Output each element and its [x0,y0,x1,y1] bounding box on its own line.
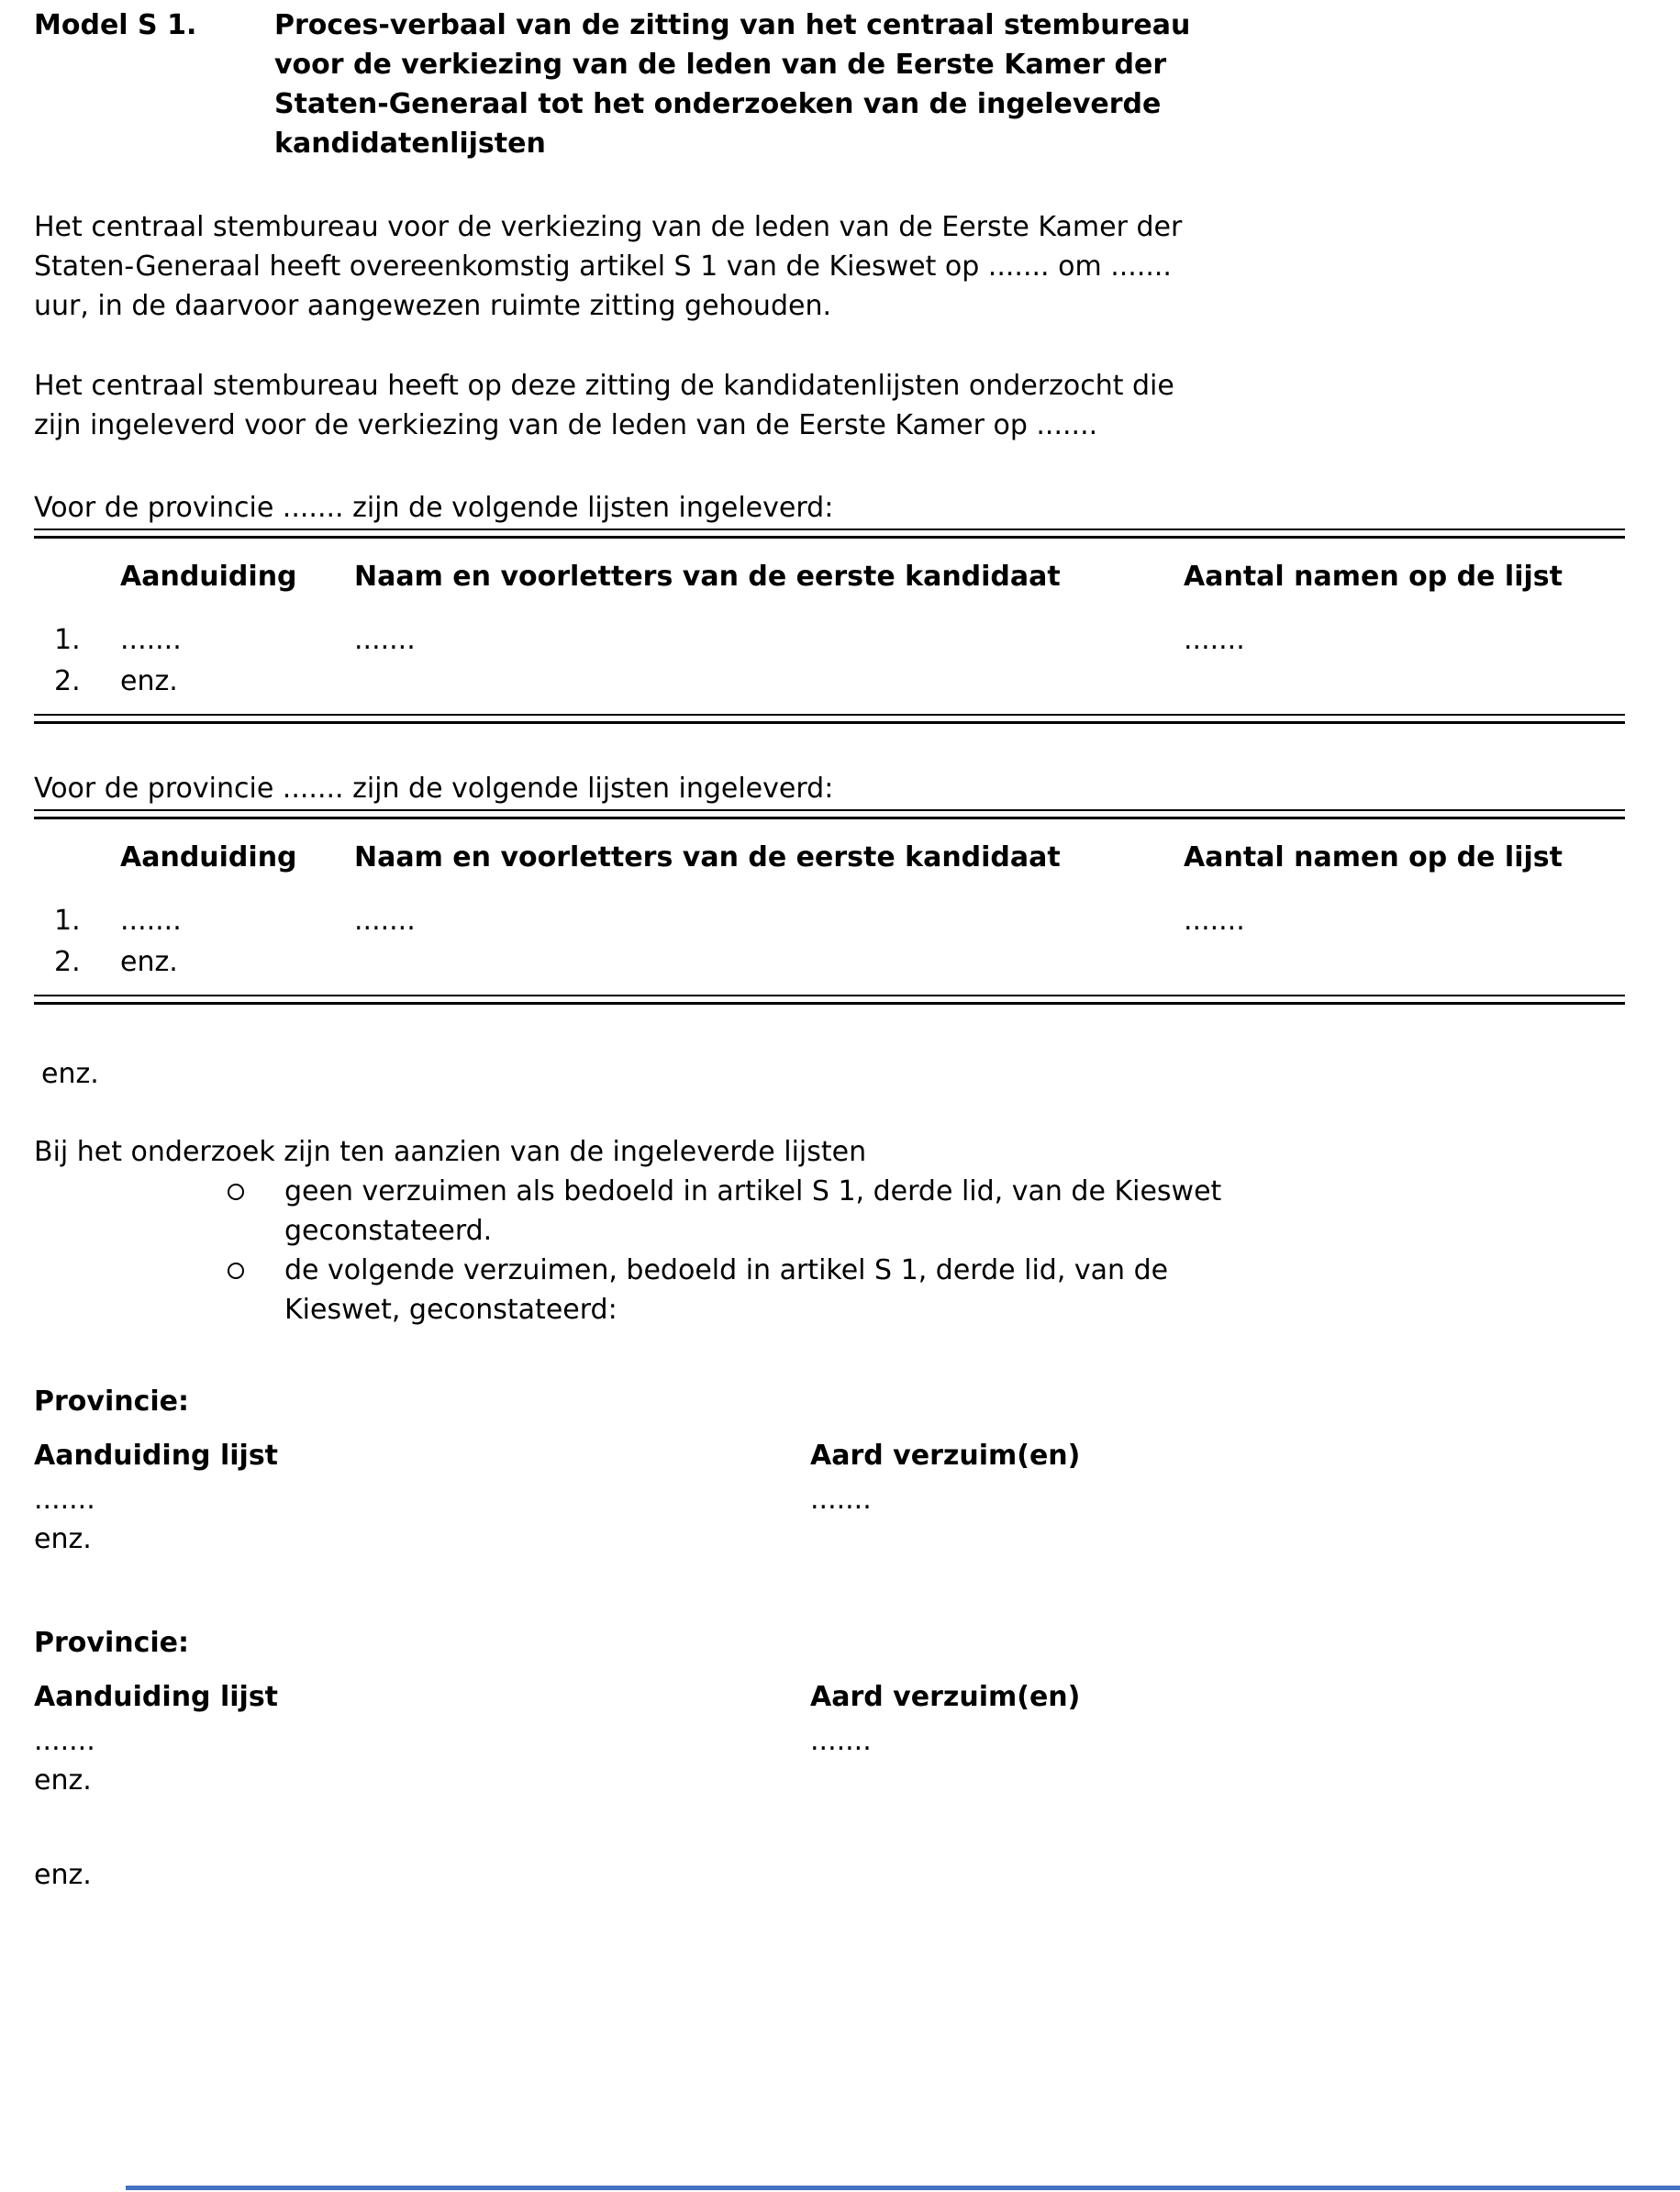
column-header-aard-verzuim: Aard verzuim(en) [810,1440,1081,1472]
table-cell-aanduiding: enz. [120,665,178,697]
row-number: 1. [54,624,81,656]
province-list-section-2 [34,772,1625,1005]
section-divider [34,529,1625,539]
document-title [274,6,1625,163]
table-cell-aantal [1184,662,1625,701]
column-header-aantal: Aantal namen op de lijst [1184,841,1563,873]
review-option-text [284,1172,1221,1251]
model-label: Model S 1. [34,9,197,41]
bullet-circle-icon [228,1184,244,1200]
column-header-aanduiding: Aanduiding [120,561,297,593]
row-number: 2. [54,946,81,978]
table-bottom-divider [34,714,1625,724]
table-row [34,620,1625,660]
column-header-aantal: Aantal namen op de lijst [1184,561,1563,593]
table-cell-aanduiding: enz. [120,946,178,978]
option-line: de volgende verzuimen, bedoeld in artikel S 1, derde lid, van de [284,1254,1169,1286]
province-column-headers [34,1436,1625,1475]
province-title: Provincie: [34,1385,189,1418]
paragraph-line: Staten-Generaal heeft overeenkomstig artikel S 1 van de Kieswet op ....... om ....... [34,250,1172,283]
review-option-1 [34,1172,1625,1251]
section-divider [34,809,1625,819]
province-verzuim-block-2 [34,1623,1625,1800]
placeholder-dots: ....... [810,1725,872,1757]
section-heading: Voor de provincie ....... zijn de volgende lijsten ingeleverd: [34,773,834,805]
etc-label: enz. [34,1523,92,1555]
province-list-section-1 [34,491,1625,724]
table-cell-naam [354,662,1184,701]
table-header-spacer [34,838,120,877]
placeholder-dots: ....... [34,1725,95,1757]
document-title-line: voor de verkiezing van de leden van de Eerste Kamer der [274,49,1167,81]
column-header-aard-verzuim: Aard verzuim(en) [810,1681,1081,1713]
document-title-line: Proces-verbaal van de zitting van het centraal stembureau [274,9,1191,41]
table-row [34,662,1625,701]
etc-label: enz. [41,1058,99,1090]
table-cell-aantal: ....... [1184,624,1245,656]
paragraph-line: uur, in de daarvoor aangewezen ruimte zitting gehouden. [34,290,831,322]
column-header-aanduiding: Aanduiding [120,841,297,873]
option-line: geconstateerd. [284,1215,493,1247]
table-row [34,901,1625,940]
table-cell-aanduiding: ....... [120,624,182,656]
document-content [34,6,1625,1895]
row-number: 1. [54,905,81,937]
table-cell-aanduiding: ....... [120,905,182,937]
etc-label: enz. [34,1764,92,1797]
table-row [34,942,1625,982]
table-cell-naam: ....... [354,905,416,937]
column-header-naam: Naam en voorletters van de eerste kandidaat [354,841,1061,873]
column-header-aanduiding-lijst: Aanduiding lijst [34,1681,279,1713]
table-cell-naam [354,942,1184,982]
intro-paragraph [34,207,1625,326]
table-cell-aantal [1184,942,1625,982]
placeholder-dots: ....... [810,1484,872,1516]
option-line: Kieswet, geconstateerd: [284,1294,617,1326]
review-block [34,1132,1625,1330]
column-header-naam: Naam en voorletters van de eerste kandidaat [354,561,1061,593]
table-header-row [34,838,1625,877]
table-header-row [34,557,1625,596]
review-option-2 [34,1251,1625,1330]
document-title-line: Staten-Generaal tot het onderzoeken van de ingeleverde [274,88,1162,120]
document-header [34,6,1625,163]
row-number: 2. [54,665,81,697]
province-verzuim-block-1 [34,1382,1625,1559]
table-header-spacer [34,557,120,596]
province-placeholder-row [34,1480,1625,1519]
placeholder-dots: ....... [34,1484,95,1516]
column-header-aanduiding-lijst: Aanduiding lijst [34,1440,279,1472]
province-placeholder-row [34,1721,1625,1761]
province-title: Provincie: [34,1627,189,1659]
table-cell-aantal: ....... [1184,905,1245,937]
table-cell-naam: ....... [354,624,416,656]
final-etc-label: enz. [34,1859,92,1891]
section-heading: Voor de provincie ....... zijn de volgende lijsten ingeleverd: [34,492,834,524]
review-option-text [284,1251,1168,1330]
paragraph-line: zijn ingeleverd voor de verkiezing van de leden van de Eerste Kamer op ....... [34,409,1098,441]
bullet-circle-icon [228,1263,244,1279]
table-bottom-divider [34,995,1625,1005]
paragraph-line: Het centraal stembureau voor de verkiezing van de leden van de Eerste Kamer der [34,211,1183,243]
paragraph-line: Het centraal stembureau heeft op deze zitting de kandidatenlijsten onderzocht die [34,370,1174,402]
province-column-headers [34,1677,1625,1717]
option-line: geen verzuimen als bedoeld in artikel S 1, derde lid, van de Kieswet [284,1175,1222,1207]
document-title-line: kandidatenlijsten [274,128,546,160]
review-intro: Bij het onderzoek zijn ten aanzien van de ingeleverde lijsten [34,1136,867,1168]
session-paragraph [34,366,1625,445]
page-bottom-accent-line [126,2186,1680,2190]
